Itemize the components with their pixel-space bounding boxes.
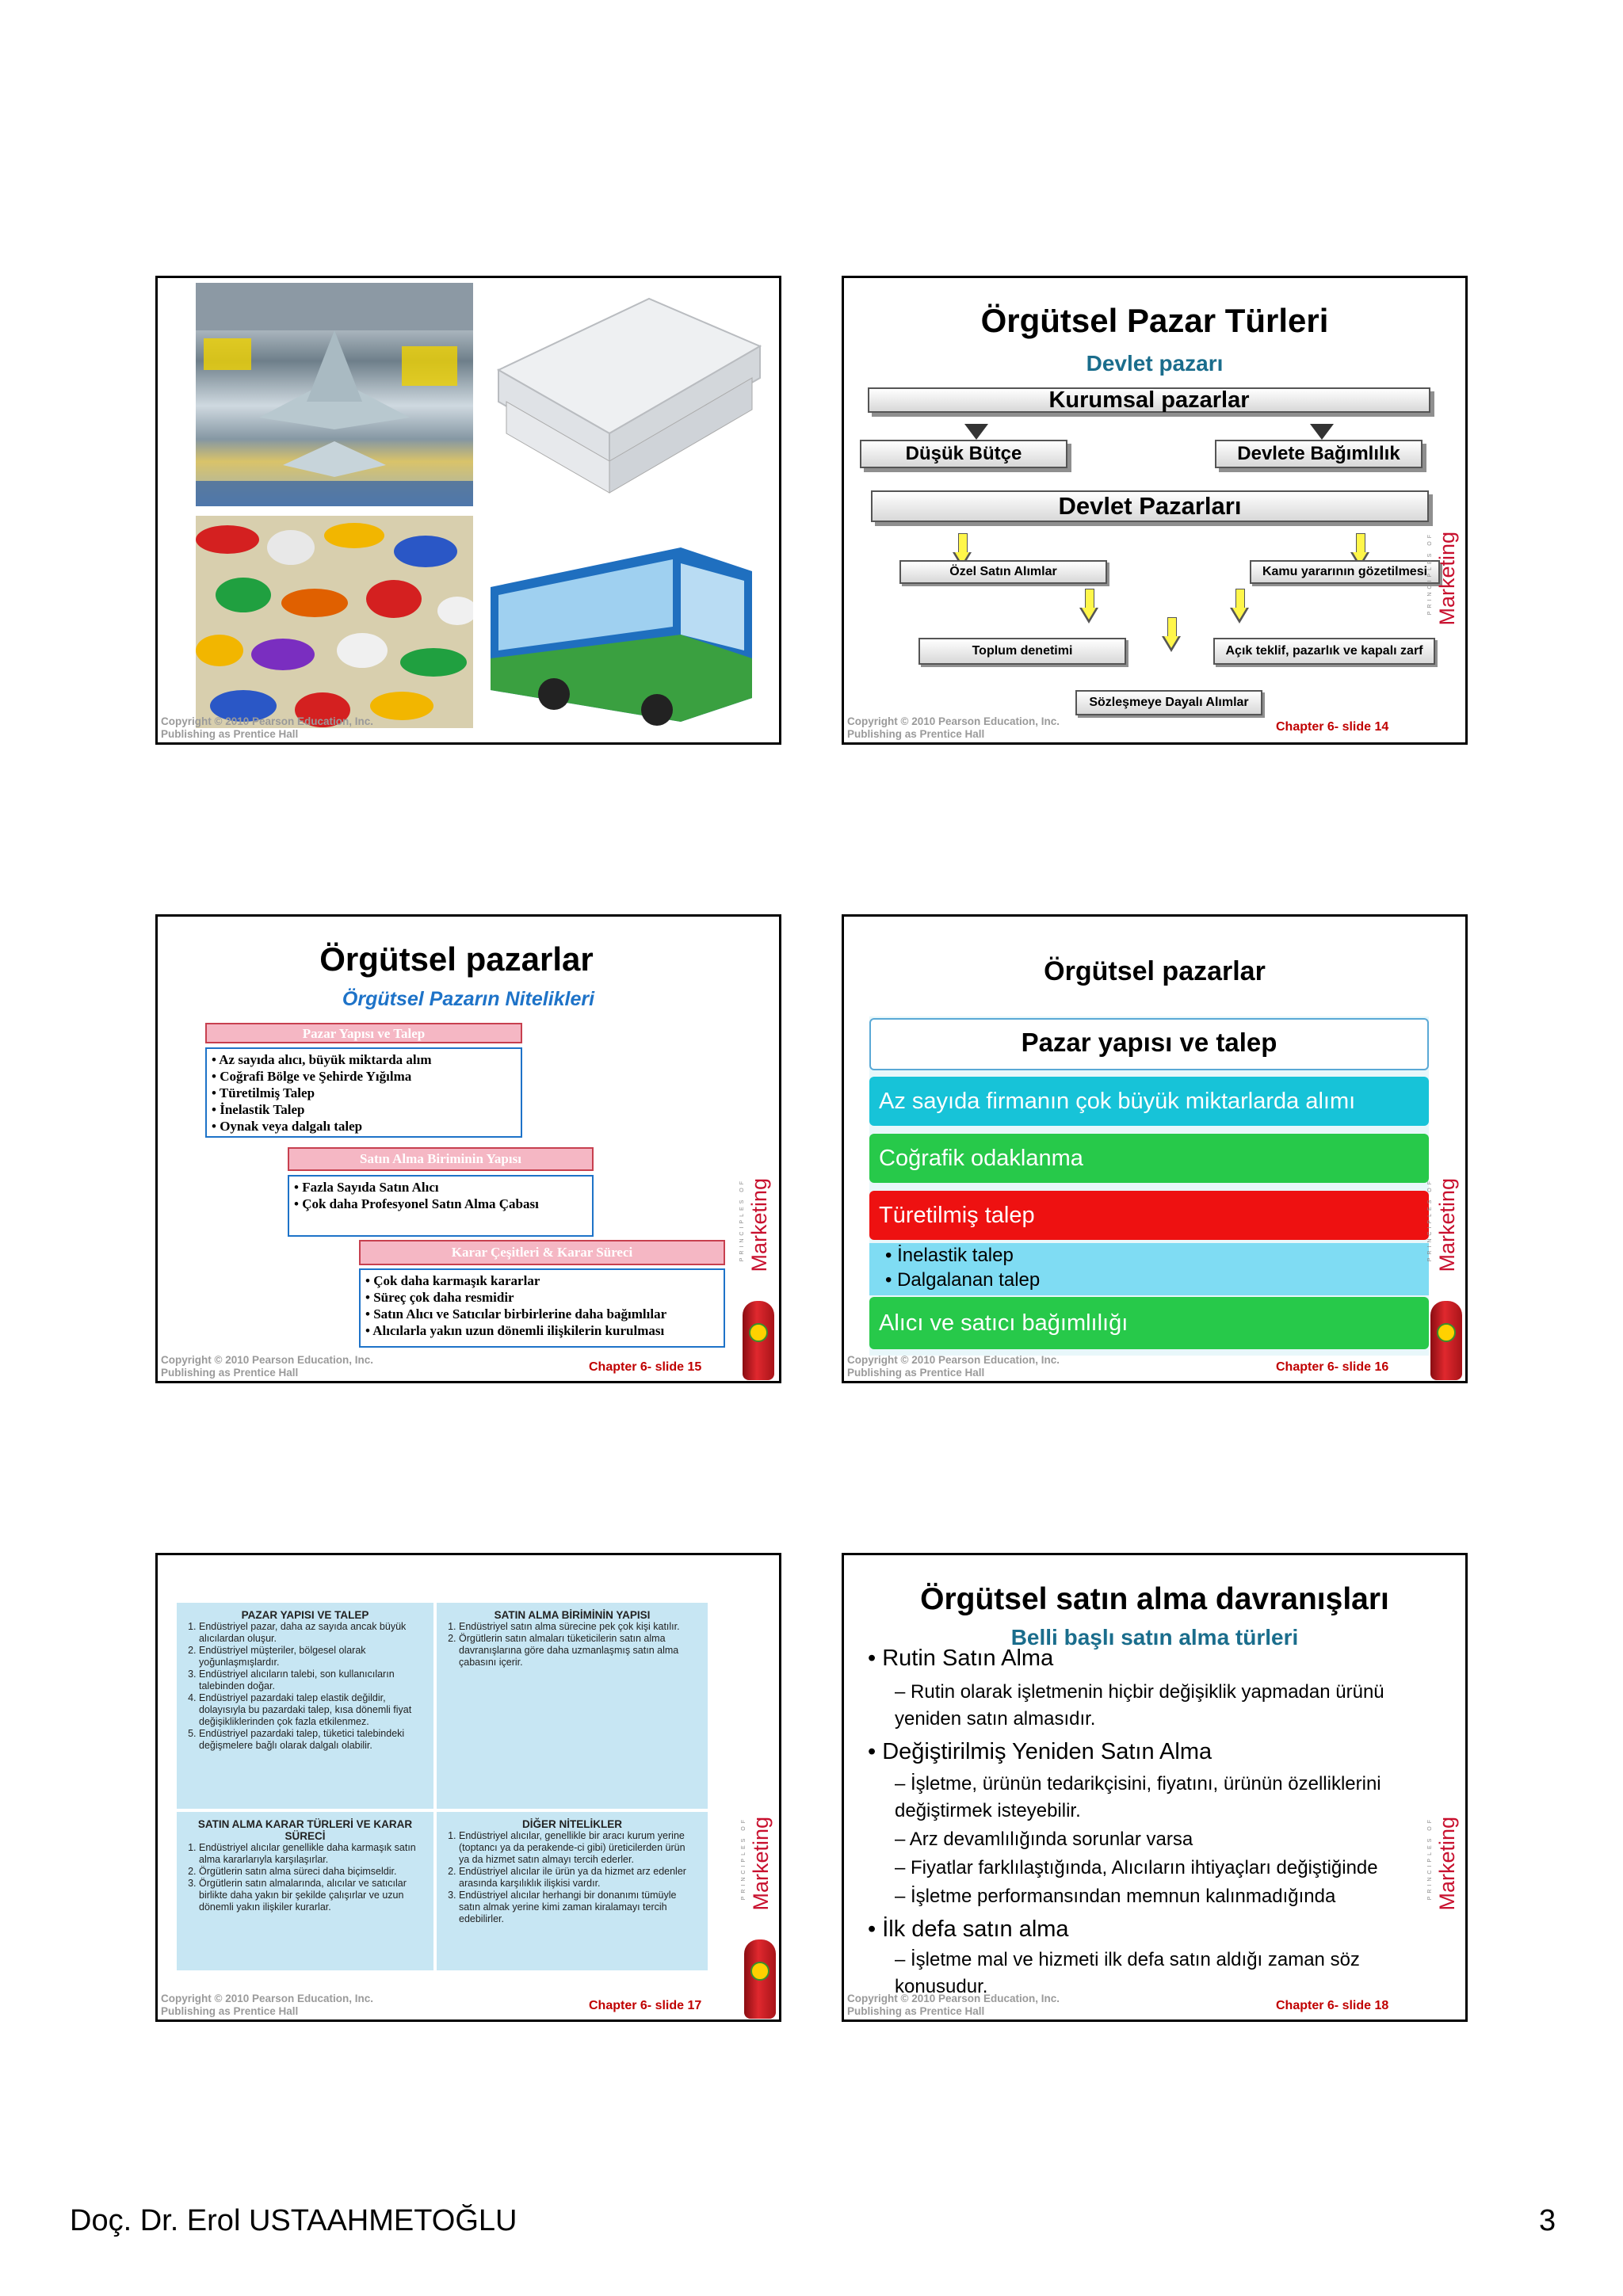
mattress-illustration <box>483 283 768 506</box>
sub-bullet: – İşletme performansından memnun kalınmadığında <box>895 1886 1336 1907</box>
bullet-3: • İlk defa satın alma <box>868 1917 1069 1942</box>
copyright-line-1: Copyright © 2010 Pearson Education, Inc. <box>161 715 374 727</box>
quadrant-title: SATIN ALMA BİRİMİNİN YAPISI <box>494 1609 651 1621</box>
sub-bullet: – İşletme mal ve hizmeti ilk defa satın aldığı zaman söz konusudur. <box>895 1949 1360 1997</box>
slide-subtitle: Örgütsel Pazarın Nitelikleri <box>342 988 595 1010</box>
group-header-3: Karar Çeşitleri & Karar Süreci <box>359 1240 725 1265</box>
copyright-line-1: Copyright © 2010 Pearson Education, Inc. <box>847 1354 1060 1366</box>
copyright <box>161 1354 373 1379</box>
group-1-item: • Oynak veya dalgalı talep <box>212 1119 363 1134</box>
sub-bullet: – Rutin olarak işletmenin hiçbir değişiklik yapmadan ürünü yeniden satın almasıdır. <box>895 1681 1384 1730</box>
bar-4: Alıcı ve satıcı bağımlılığı <box>869 1297 1429 1349</box>
copyright-line-2: Publishing as Prentice Hall <box>161 2005 299 2017</box>
copyright-line-2: Publishing as Prentice Hall <box>847 1367 985 1379</box>
pills-photo <box>196 516 473 728</box>
brand-logo <box>741 1817 781 2019</box>
quadrant-item: 2. Endüstriyel alıcılar ile ürün ya da hizmet arz edenler arasında karşılıklık ilişkisi vardır. <box>459 1866 698 1890</box>
sub-items <box>869 1243 1429 1295</box>
copyright-line-2: Publishing as Prentice Hall <box>847 2005 985 2017</box>
sub-bullet: – Arz devamlılığında sorunlar varsa <box>895 1829 1193 1850</box>
slide-number: Chapter 6- slide 18 <box>1276 1999 1389 2012</box>
page-number: 3 <box>1539 2204 1556 2237</box>
bus-illustration <box>483 540 768 727</box>
left-box: Düşük Bütçe <box>860 440 1067 468</box>
brand-big-text: Marketing <box>1435 532 1459 626</box>
sub-item: • İnelastik talep <box>885 1245 1014 1266</box>
brand-logo <box>1427 1178 1468 1380</box>
bar-1: Az sayıda firmanın çok büyük miktarlarda alımı <box>869 1077 1429 1126</box>
slide-title: Örgütsel pazarlar <box>1044 956 1266 986</box>
quadrant-item: 3. Endüstriyel alıcıların talebi, son kullanıcıların talebinden doğar. <box>199 1669 424 1692</box>
copyright-line-1: Copyright © 2010 Pearson Education, Inc. <box>161 1354 374 1366</box>
brand-small-text: PRINCIPLES OF <box>1427 1178 1433 1262</box>
factory-illustration <box>196 283 473 506</box>
copyright <box>847 1993 1060 2018</box>
brand-logo <box>1427 1817 1468 1928</box>
slide-number: Chapter 6- slide 14 <box>1276 720 1389 734</box>
bullet-2: • Değiştirilmiş Yeniden Satın Alma <box>868 1739 1212 1764</box>
slide-title: Örgütsel Pazar Türleri <box>980 302 1329 339</box>
slide-15 <box>155 914 781 1383</box>
copyright <box>161 1993 373 2018</box>
group-header-2: Satın Alma Biriminin Yapısı <box>288 1147 594 1171</box>
quadrant-item: 1. Endüstriyel alıcılar, genellikle bir aracı kurum yerine (toptancı ya da perakende-ci gibi) üreticilerden ürün ya da hizmet satın almayı tercih ederler. <box>459 1830 698 1866</box>
item-box-5: Sözleşmeye Dayalı Alımlar <box>1075 690 1262 715</box>
group-1-item: • Az sayıda alıcı, büyük miktarda alım <box>212 1052 432 1067</box>
sub-item: • Dalgalanan talep <box>885 1269 1041 1291</box>
group-1-item: • Coğrafi Bölge ve Şehirde Yığılma <box>212 1069 412 1084</box>
quadrant-item: 2. Endüstriyel müşteriler, bölgesel olarak yoğunlaşmışlardır. <box>199 1645 424 1669</box>
bullet-1: • Rutin Satın Alma <box>868 1646 1054 1671</box>
drink-can-icon <box>1430 1301 1462 1380</box>
slide-number: Chapter 6- slide 17 <box>589 1999 702 2012</box>
copyright-line-2: Publishing as Prentice Hall <box>161 728 299 740</box>
brand-small-text: PRINCIPLES OF <box>1427 1817 1433 1901</box>
sub-bullet: – İşletme, ürünün tedarikçisini, fiyatını, ürünün özelliklerini değiştirmek isteyebilir. <box>895 1773 1381 1821</box>
quadrant-item: 5. Endüstriyel pazardaki talep, tüketici talebindeki değişmelere bağlı olarak dalgalı olabilir. <box>199 1728 424 1752</box>
brand-logo <box>739 1178 781 1380</box>
quadrant-list <box>186 1842 424 1913</box>
arrow-down-right <box>1310 424 1334 440</box>
copyright-line-2: Publishing as Prentice Hall <box>161 1367 299 1379</box>
copyright-line-1: Copyright © 2010 Pearson Education, Inc. <box>847 1993 1060 2004</box>
item-box-1: Özel Satın Alımlar <box>899 560 1107 584</box>
quadrant-1 <box>177 1603 433 1809</box>
group-2-item: • Çok daha Profesyonel Satın Alma Çabası <box>294 1196 539 1211</box>
mattress-photo <box>483 283 768 506</box>
slide-subtitle: Devlet pazarı <box>1086 351 1224 376</box>
right-box: Devlete Bağımlılık <box>1215 440 1423 468</box>
slide-18 <box>842 1553 1468 2022</box>
copyright-line-2: Publishing as Prentice Hall <box>847 728 985 740</box>
quadrant-item: 2. Örgütlerin satın almaları tüketicilerin satın alma davranışlarına göre daha uzmanlaşmış satın alma çabasını içerir. <box>459 1633 698 1669</box>
group-3-item: • Çok daha karmaşık kararlar <box>365 1273 540 1288</box>
item-box-4: Açık teklif, pazarlık ve kapalı zarf <box>1213 638 1435 665</box>
brand-big-text: Marketing <box>749 1817 773 1911</box>
sub-bullet: – Fiyatlar farklılaştığında, Alıcıların ihtiyaçları değiştiğinde <box>895 1857 1378 1878</box>
header-bar: Pazar yapısı ve talep <box>869 1018 1429 1070</box>
group-box-2 <box>288 1175 594 1237</box>
slide-13 <box>155 276 781 745</box>
slide-title: Örgütsel pazarlar <box>319 940 594 978</box>
group-header-1: Pazar Yapısı ve Talep <box>205 1023 522 1043</box>
brand-small-text: PRINCIPLES OF <box>1427 532 1433 616</box>
copyright-line-1: Copyright © 2010 Pearson Education, Inc. <box>847 715 1060 727</box>
quadrant-3 <box>177 1812 433 1970</box>
bus-photo <box>483 540 768 727</box>
group-1-item: • Türetilmiş Talep <box>212 1085 315 1100</box>
banner-box: Kurumsal pazarlar <box>868 387 1430 413</box>
brand-big-text: Marketing <box>1435 1178 1459 1272</box>
group-3-item: • Süreç çok daha resmidir <box>365 1290 514 1305</box>
quadrant-item: 1. Endüstriyel satın alma sürecine pek çok kişi katılır. <box>459 1621 698 1633</box>
brand-big-text: Marketing <box>747 1178 771 1272</box>
slide-16 <box>842 914 1468 1383</box>
quadrant-list <box>446 1621 698 1669</box>
group-box-1 <box>205 1047 522 1138</box>
arrow-down-left <box>964 424 988 440</box>
quadrant-list <box>186 1621 424 1752</box>
group-2-item: • Fazla Sayıda Satın Alıcı <box>294 1180 439 1195</box>
quadrant-4 <box>437 1812 708 1970</box>
item-box-2: Kamu yararının gözetilmesi <box>1250 560 1440 584</box>
quadrant-list <box>446 1830 698 1925</box>
quadrant-item: 2. Örgütlerin satın alma süreci daha biçimseldir. <box>199 1866 424 1878</box>
center-box: Devlet Pazarları <box>871 490 1429 522</box>
quadrant-title: PAZAR YAPISI VE TALEP <box>241 1609 369 1621</box>
pills-illustration <box>196 516 473 728</box>
slide-number: Chapter 6- slide 16 <box>1276 1360 1389 1374</box>
group-3-item: • Alıcılarla yakın uzun dönemli ilişkilerin kurulması <box>365 1323 665 1338</box>
brand-logo <box>1427 532 1468 643</box>
group-box-3 <box>359 1268 725 1348</box>
copyright <box>161 715 373 741</box>
slide-title: Örgütsel satın alma davranışları <box>920 1582 1389 1616</box>
quadrant-item: 4. Endüstriyel pazardaki talep elastik değildir, dolayısıyla bu pazardaki talep, kısa dönemli fiyat değişikliklerinden çok fazla etkilenmez. <box>199 1692 424 1728</box>
slide-subtitle: Belli başlı satın alma türleri <box>1010 1625 1299 1650</box>
slide-number: Chapter 6- slide 15 <box>589 1360 702 1374</box>
brand-small-text: PRINCIPLES OF <box>739 1178 745 1262</box>
brand-big-text: Marketing <box>1435 1817 1459 1911</box>
slide-14 <box>842 276 1468 745</box>
quadrant-title: DİĞER NİTELİKLER <box>521 1818 622 1830</box>
copyright-line-1: Copyright © 2010 Pearson Education, Inc. <box>161 1993 374 2004</box>
author-footer: Doç. Dr. Erol USTAAHMETOĞLU <box>70 2204 517 2237</box>
item-box-3: Toplum denetimi <box>918 638 1126 665</box>
factory-photo <box>196 283 473 506</box>
bar-2: Coğrafik odaklanma <box>869 1134 1429 1183</box>
drink-can-icon <box>743 1301 774 1380</box>
copyright <box>847 1354 1060 1379</box>
brand-small-text: PRINCIPLES OF <box>741 1817 747 1901</box>
quadrant-item: 1. Endüstriyel alıcılar genellikle daha karmaşık satın alma kararlarıyla karşılaşırlar. <box>199 1842 424 1866</box>
quadrant-title: SATIN ALMA KARAR TÜRLERİ VE KARAR SÜRECİ <box>197 1818 413 1842</box>
drink-can-icon <box>744 1939 776 2019</box>
group-1-item: • İnelastik Talep <box>212 1102 305 1117</box>
quadrant-2 <box>437 1603 708 1809</box>
slide-17 <box>155 1553 781 2022</box>
quadrant-item: 3. Örgütlerin satın almalarında, alıcılar ve satıcılar birlikte daha yakın bir şekilde çalışırlar ve uzun dönemli yakın ilişkiler kurarlar. <box>199 1878 424 1913</box>
quadrant-item: 3. Endüstriyel alıcılar herhangi bir donanımı tümüyle satın almak yerine kimi zaman kiralamayı tercih edebilirler. <box>459 1890 698 1925</box>
quadrant-item: 1. Endüstriyel pazar, daha az sayıda ancak büyük alıcılardan oluşur. <box>199 1621 424 1645</box>
bar-3: Türetilmiş talep <box>869 1191 1429 1240</box>
copyright <box>847 715 1060 741</box>
group-3-item: • Satın Alıcı ve Satıcılar birbirlerine daha bağımlılar <box>365 1306 667 1322</box>
